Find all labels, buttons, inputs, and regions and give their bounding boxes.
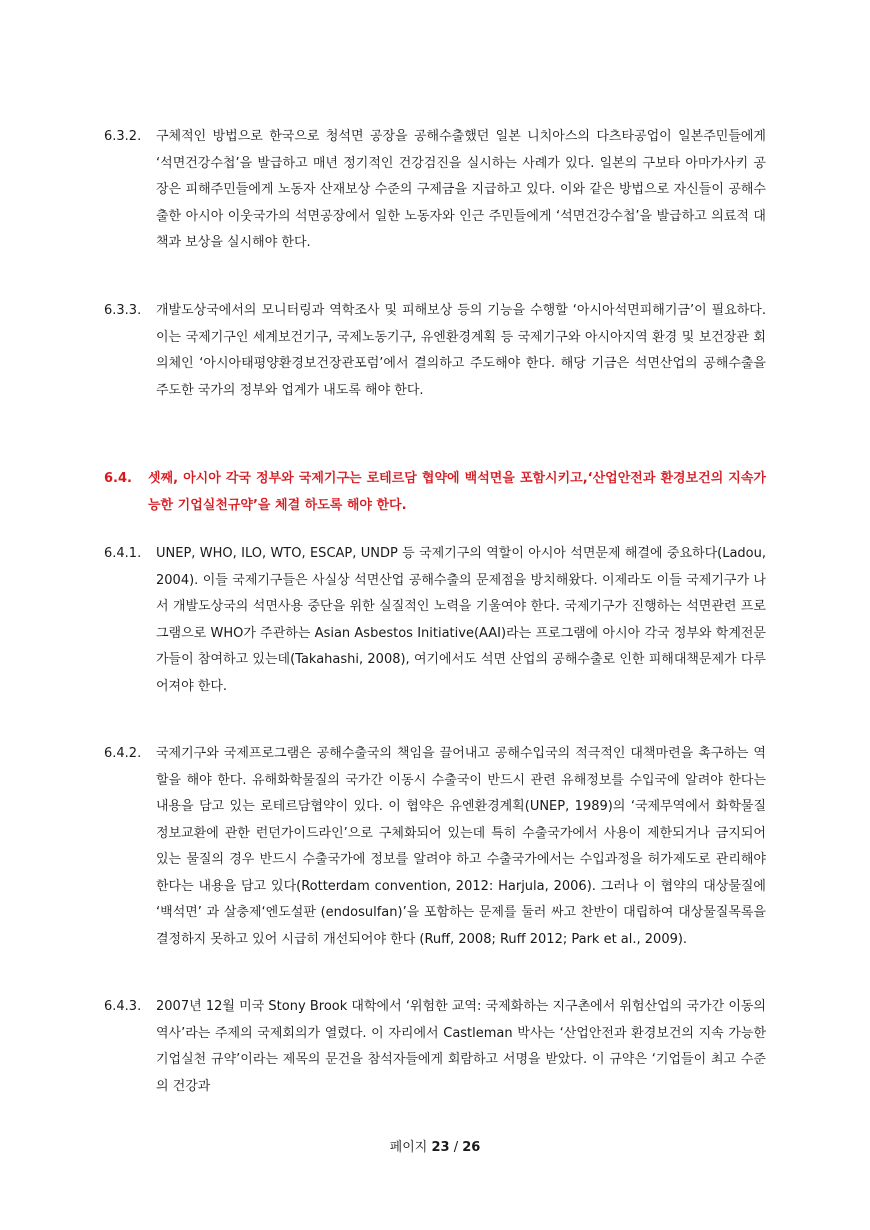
paragraph-number: 6.4.1. <box>104 546 142 561</box>
paragraph-text: UNEP, WHO, ILO, WTO, ESCAP, UNDP 등 국제기구의 역할이 아시아 석면문제 해결에 중요하다(Ladou, 2004). 이들 국제기구들은 사실상 석면산업 공해수출의 문제점을 방치해왔다. 이제라도 이들 국제기구가 나서 개발도상국의 석면사용 중단을 위한 실질적인 노력을 기울여야 한다. 국제기구가 진행하는 석면관련 프로그램으로 WHO가 주관하는 Asian Asbestos Initiative(AAI)라는 프로그램에 아시아 각국 정부와 학계전문가들이 참여하고 있는데(Takahashi, 2008), 여기에서도 석면 산업의 공해수출로 인한 피해대책문제가 다루어져야 한다. <box>156 546 766 694</box>
paragraph-text: 국제기구와 국제프로그램은 공해수출국의 책임을 끌어내고 공해수입국의 적극적인 대책마련을 촉구하는 역할을 해야 한다. 유해화학물질의 국가간 이동시 수출국이 반드시 관련 유해정보를 수입국에 알려야 한다는 내용을 담고 있는 로테르담협약이 있다. 이 협약은 유엔환경계획(UNEP, 1989)의 ‘국제무역에서 화학물질 정보교환에 관한 런던가이드라인’으로 구체화되어 있는데 특히 수출국가에서 사용이 제한되거나 금지되어 있는 물질의 경우 반드시 수출국가에 정보를 알려야 하고 수출국가에서는 수입과정을 허가제도로 관리해야 한다는 내용을 담고 있다(Rotterdam convention, 2012: Harjula, 2006). 그러나 이 협약의 대상물질에 ‘백석면’ 과 살충제‘엔도설판 (endosulfan)’을 포함하는 문제를 둘러 싸고 찬반이 대립하여 대상물질목록을 결정하지 못하고 있어 시급히 개선되어야 한다 (Ruff, 2008; Ruff 2012; Park et al., 2009). <box>156 746 766 947</box>
paragraph-6-3-2 <box>104 124 766 257</box>
paragraph-number: 6.3.3. <box>104 303 142 318</box>
page-footer <box>0 1138 870 1158</box>
paragraph-6-3-3 <box>104 298 766 404</box>
heading-number: 6.4. <box>104 471 132 486</box>
paragraph-6-4-2 <box>104 741 766 953</box>
total-page-count: 26 <box>462 1140 481 1155</box>
page-separator: / <box>453 1140 459 1155</box>
paragraph-text: 2007년 12월 미국 Stony Brook 대학에서 ‘위험한 교역: 국제화하는 지구촌에서 위험산업의 국가간 이동의 역사’라는 주제의 국제회의가 열렸다. 이 자리에서 Castleman 박사는 ‘산업안전과 환경보건의 지속 가능한 기업실천 규약’이라는 제목의 문건을 참석자들에게 회람하고 서명을 받았다. 이 규약은 ‘기업들이 최고 수준의 건강과 <box>156 999 766 1094</box>
paragraph-number: 6.4.2. <box>104 746 142 761</box>
paragraph-text: 구체적인 방법으로 한국으로 청석면 공장을 공해수출했던 일본 니치아스의 다츠타공업이 일본주민들에게 ‘석면건강수첩’을 발급하고 매년 정기적인 건강검진을 실시하는 사례가 있다. 일본의 구보타 아마가사키 공장은 피해주민들에게 노동자 산재보상 수준의 구제금을 지급하고 있다. 이와 같은 방법으로 자신들이 공해수출한 아시아 이웃국가의 석면공장에서 일한 노동자와 인근 주민들에게 ‘석면건강수첩’을 발급하고 의료적 대책과 보상을 실시해야 한다. <box>156 129 766 250</box>
paragraph-text: 개발도상국에서의 모니터링과 역학조사 및 피해보상 등의 기능을 수행할 ‘아시아석면피해기금’이 필요하다. 이는 국제기구인 세계보건기구, 국제노동기구, 유엔환경계획 등 국제기구와 아시아지역 환경 및 보건장관 회의체인 ‘아시아태평양환경보건장관포럼’에서 결의하고 주도해야 한다. 해당 기금은 석면산업의 공해수출을 주도한 국가의 정부와 업계가 내도록 해야 한다. <box>156 303 766 398</box>
page-label: 페이지 <box>389 1140 428 1155</box>
paragraph-number: 6.4.3. <box>104 999 142 1014</box>
paragraph-6-4-1 <box>104 541 766 700</box>
section-heading-6-4 <box>104 466 766 519</box>
paragraph-6-4-3 <box>104 994 766 1100</box>
paragraph-number: 6.3.2. <box>104 129 142 144</box>
current-page-number: 23 <box>431 1140 450 1155</box>
heading-text: 셋째, 아시아 각국 정부와 국제기구는 로테르담 협약에 백석면을 포함시키고,‘산업안전과 환경보건의 지속가능한 기업실천규약’을 체결 하도록 해야 한다. <box>148 471 766 513</box>
